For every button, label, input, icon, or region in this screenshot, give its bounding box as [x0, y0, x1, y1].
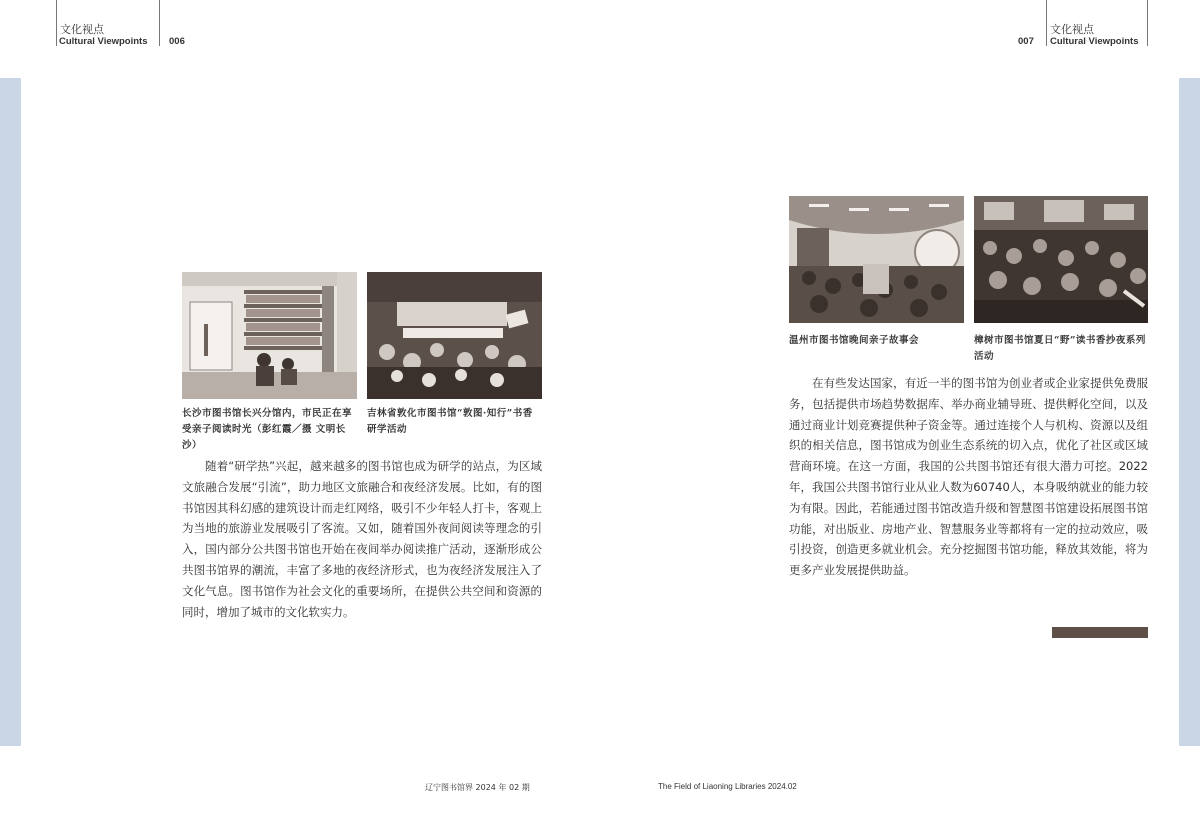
photo-night-reading-event [974, 196, 1148, 323]
section-title-cn: 文化视点 [60, 23, 104, 36]
photo-caption: 长沙市图书馆长兴分馆内，市民正在享受亲子阅读时光（彭红霞／摄 文明长沙） [182, 408, 353, 451]
right-page-header [1018, 0, 1148, 48]
photo-caption: 温州市图书馆晚间亲子故事会 [789, 335, 920, 346]
article-end-marker [1052, 627, 1148, 638]
article-paragraph: 在有些发达国家，有近一半的图书馆为创业者或企业家提供免费服务，包括提供市场趋势数据库、举办商业辅导班、提供孵化空间，以及通过商业计划竞赛提供种子资金等。通过连接个人与机构、资源以及组织的相关信息，图书馆成为创业生态系统的切入点，优化了社区或区域营商环境。在这一方面，我国的公共图书馆还有很大潜力可挖。2022年，我国公共图书馆行业从业人数为60740人，本身吸纳就业的能力较为有限。因此，若能通过图书馆改造升级和智慧图书馆建设拓展图书馆功能，对出版业、房地产业、智慧服务业等都将有一定的拉动效应，吸引投资，创造更多就业机会。充分挖掘图书馆功能，释放其效能，将为更多产业发展提供助益。 [789, 376, 1148, 578]
section-title-en: Cultural Viewpoints [1050, 36, 1139, 47]
article-paragraph: 随着“研学热”兴起，越来越多的图书馆也成为研学的站点，为区域文旅融合发展“引流”，助力地区文旅融合和夜经济发展。比如，有的图书馆因其科幻感的建筑设计而走红网络，吸引不少年轻人打卡，客观上为当地的旅游业发展吸引了客流。又如，随着国外夜间阅读等理念的引入，国内部分公共图书馆也开始在夜间举办阅读推广活动，逐渐形成公共图书馆界的潮流，丰富了多地的夜经济形式，也为夜经济发展注入了文化气息。图书馆作为社会文化的重要场所，在提供公共空间和资源的同时，增加了城市的文化软实力。 [182, 459, 542, 619]
header-rule [1147, 0, 1148, 46]
left-page-header [56, 0, 186, 48]
footer-journal-cn: 辽宁图书馆界 2024 年 02 期 [425, 783, 530, 792]
section-title-en: Cultural Viewpoints [59, 36, 148, 47]
photo-study-tour-event [367, 272, 542, 399]
header-rule [159, 0, 160, 46]
page-number: 007 [1018, 36, 1034, 47]
left-margin-band [0, 78, 21, 746]
photo-library-reading-room [182, 272, 357, 399]
photo-caption: 吉林省敦化市图书馆“敦图·知行”书香研学活动 [367, 408, 533, 435]
photo-caption: 樟树市图书馆夏日“野”读书香抄夜系列活动 [974, 335, 1146, 362]
right-margin-band [1179, 78, 1200, 746]
page-number: 006 [169, 36, 185, 47]
section-title-cn: 文化视点 [1050, 23, 1094, 36]
photo-evening-storytelling [789, 196, 964, 323]
header-rule [56, 0, 57, 46]
header-rule [1046, 0, 1047, 46]
footer-journal-en: The Field of Liaoning Libraries 2024.02 [658, 782, 797, 791]
